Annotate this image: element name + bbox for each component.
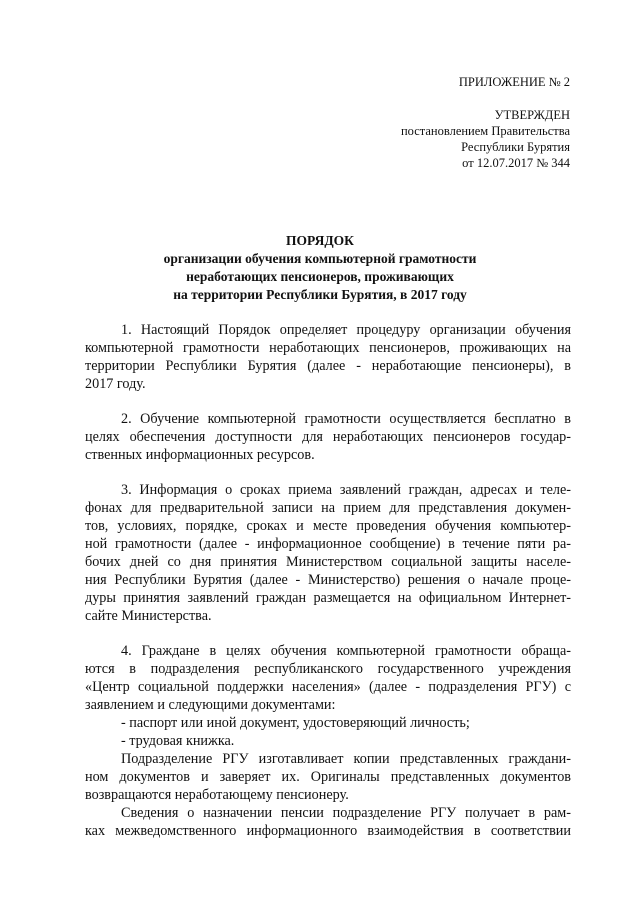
paragraph-2-line: целях обеспечения доступности для неработающих пенсионеров государ- xyxy=(85,429,571,445)
paragraph-4-line: «Центр социальной поддержки населения» (далее - подразделения РГУ) с xyxy=(85,679,571,695)
paragraph-1-line: территории Республики Бурятия (далее - неработающие пенсионеры), в xyxy=(85,358,571,374)
paragraph-3-line: дуры принятия заявлений граждан размещается на официальном Интернет- xyxy=(85,590,571,606)
paragraph-3-line: 3. Информация о сроках приема заявлений граждан, адресах и теле- xyxy=(121,482,571,498)
paragraph-3-line: ния Республики Бурятия (далее - Министерство) решения о начале проце- xyxy=(85,572,571,588)
paragraph-4-line: Подразделение РГУ изготавливает копии представленных граждани- xyxy=(121,751,571,767)
paragraph-4-line: 4. Граждане в целях обучения компьютерной грамотности обраща- xyxy=(121,643,571,659)
paragraph-4-line: заявлением и следующими документами: xyxy=(85,697,336,713)
document-subtitle-line1: организации обучения компьютерной грамотности xyxy=(163,251,477,266)
approved-by-line1: постановлением Правительства xyxy=(400,124,570,138)
appendix-number: ПРИЛОЖЕНИЕ № 2 xyxy=(458,75,570,89)
decree-date-number: от 12.07.2017 № 344 xyxy=(462,156,570,170)
paragraph-4-line: ках межведомственного информационного взаимодействия в соответствии xyxy=(85,823,571,839)
paragraph-1-line: 1. Настоящий Порядок определяет процедуру организации обучения xyxy=(121,322,571,338)
document-title: ПОРЯДОК xyxy=(286,233,354,248)
paragraph-3-line: фонах для предварительной записи на прием для представления докумен- xyxy=(85,500,571,516)
approved-label: УТВЕРЖДЕН xyxy=(494,108,570,122)
document-subtitle-line2: неработающих пенсионеров, проживающих xyxy=(186,269,454,284)
document-list-item: - трудовая книжка. xyxy=(121,733,235,749)
approved-by-line2: Республики Бурятия xyxy=(461,140,570,154)
paragraph-4-line: ном документов и заверяет их. Оригиналы представленных документов xyxy=(85,769,571,785)
paragraph-3-line: бочих дней со дня принятия Министерством социальной защиты населе- xyxy=(85,554,571,570)
paragraph-4-line: возвращаются неработающему пенсионеру. xyxy=(85,787,349,803)
paragraph-3-line: тов, условиях, порядке, сроках и месте проведения обучения компьютер- xyxy=(85,518,571,534)
paragraph-3-line: ной грамотности (далее - информационное сообщение) в течение пяти ра- xyxy=(85,536,571,552)
paragraph-4-line: Сведения о назначении пенсии подразделение РГУ получает в рам- xyxy=(121,805,571,821)
paragraph-2-line: ственных информационных ресурсов. xyxy=(85,447,315,463)
paragraph-4-line: ются в подразделения республиканского государственного учреждения xyxy=(85,661,571,677)
document-subtitle-line3: на территории Республики Бурятия, в 2017 году xyxy=(173,287,467,302)
paragraph-2-line: 2. Обучение компьютерной грамотности осуществляется бесплатно в xyxy=(121,411,571,427)
paragraph-3-line: сайте Министерства. xyxy=(85,608,212,624)
paragraph-1-line: 2017 году. xyxy=(85,376,146,392)
document-list-item: - паспорт или иной документ, удостоверяющий личность; xyxy=(121,715,470,731)
paragraph-1-line: компьютерной грамотности неработающих пенсионеров, проживающих на xyxy=(85,340,571,356)
